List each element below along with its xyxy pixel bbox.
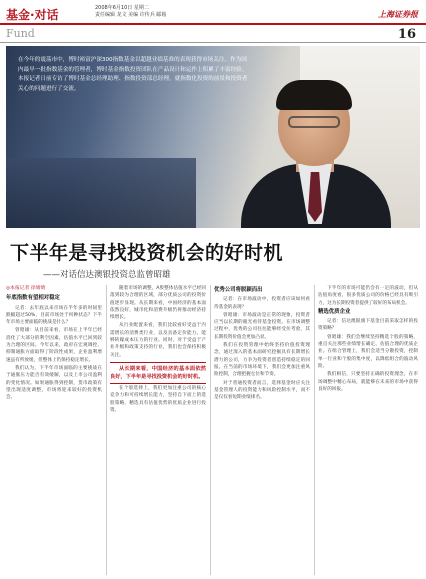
- pull-quote: 从长期来看，中国经济的基本面依然良好，下半年是寻找投资机会的好时机。: [110, 362, 206, 384]
- byline: ◎本报记者 徐婧婧: [6, 286, 46, 291]
- article-subhead: ——对话信达澳银投资总监曾昭雄: [43, 270, 171, 280]
- section-fund-label: Fund: [6, 27, 35, 40]
- paragraph: 记者：去年底以来市场在半年多的时间里跌幅超过50%，目前市场处于何种状态？下半年市场主要面临的挑战是什么？: [6, 305, 102, 326]
- page-number: 16: [397, 27, 416, 42]
- header-thin-rule: [0, 42, 426, 43]
- paragraph: 下半年的市场可能仍会有一定的波动，但从估值角度看，很多优质公司的价格已经具有吸引力，这为长期投资者提供了较好的布局机会。: [318, 286, 418, 306]
- article-headline: 下半年是寻找投资机会的好时机: [10, 242, 284, 264]
- photo-hair: [276, 80, 352, 110]
- article-column-1: [6, 285, 102, 575]
- issue-info: [95, 5, 166, 19]
- article-column-2: [110, 285, 206, 575]
- section-title: 基金·对话: [6, 8, 59, 22]
- paragraph: 随着市场的调整，A股整体估值水平已经回落到较为合理的区域，部分优质公司的投资价值逐步显现。从长期来看，中国经济的基本面依然良好，城市化和消费升级仍将推动经济持续增长。: [110, 286, 206, 321]
- paragraph: 在个股选择上，我们更加注重公司的核心竞争力和可持续增长能力，坚持自下而上的选股策略，精选具有估值优势的优质企业进行投资。: [110, 385, 206, 413]
- paragraph: 我们相信，只要坚持正确的投资理念，在市场调整中精心布局，就能够在未来的市场中获得良好的回报。: [318, 372, 418, 392]
- paragraph: 记者：在市场波动中，投资者应该如何看待基金的表现？: [214, 297, 310, 310]
- article-column-4: [318, 285, 418, 575]
- header-bar: [0, 3, 426, 25]
- paragraph: 曾昭雄：从目前来看，市场在上半年已经消化了大部分的利空因素，估值水平已回到较为合理的区间。今年以来，政府在宏观调控、抑制通胀方面取得了阶段性成果，企业盈利增速虽有所放缓，但整体上仍保持稳定增长。: [6, 328, 102, 363]
- issue-editor: 责任编辑 龙文 美编 许传兵 邮箱: [95, 12, 167, 18]
- portrait-photo: [6, 46, 420, 228]
- paragraph: 记者：信达澳银旗下基金目前采取怎样的投资策略？: [318, 319, 418, 332]
- photo-lede-text: 在今年的震荡市中，博时裕富沪深300指数基金以超越业绩基准的表现获得市场关注。作为国内最早一批指数基金的管理者，博时基金指数投资团队在产品设计和运作上积累了丰富经验。本报记者日前专访了博时基金总经理助理、指数投资部总经理，就指数化投资的前景和投资者关心的问题进行了交流。: [18, 57, 248, 92]
- issue-date: 2008年6月10日 星期二: [95, 5, 149, 11]
- article-column-3: [214, 285, 310, 575]
- article-body: [6, 285, 420, 575]
- paragraph: 曾昭雄：我们会继续坚持精选个股的策略，重点关注那些业绩增长确定、估值合理的优质企业。在组合管理上，我们会适当分散投资，控制单一行业和个股的集中度，以降低组合的波动风险。: [318, 334, 418, 369]
- paragraph: 曾昭雄：市场波动是正常的现象，投资者应当以长期的眼光看待基金投资。在市场调整过程中，优秀的公司往往能够经受住考验，其长期投资价值会更加凸显。: [214, 312, 310, 340]
- page-header: [0, 0, 426, 44]
- paragraph: 从行业配置来看，我们比较看好受益于内需增长的消费类行业，以及具备定价能力、能够转嫁成本压力的行业。同时，对于受益于产业升级和政策支持的行业，我们也会保持积极关注。: [110, 323, 206, 358]
- column-divider: [314, 285, 315, 575]
- paragraph: 我们在投资管理中始终坚持价值投资理念，通过深入的基本面研究挖掘具有长期增长潜力的公司，力争为投资者创造持续稳定的回报。在当前的市场环境下，我们会更加注重风险控制，合理把握仓位和节奏。: [214, 343, 310, 378]
- paragraph: 对于普通投资者而言，选择基金时应关注基金管理人的投资能力和风险控制水平，而不是仅仅看短期业绩排名。: [214, 380, 310, 401]
- photo-glasses: [288, 116, 340, 128]
- newspaper-brand: 上海证券报: [378, 9, 418, 19]
- header-red-rule: [0, 23, 426, 25]
- subheading: 年底指数有望相对稳定: [6, 295, 60, 302]
- subheading: 精选优质企业: [318, 308, 351, 315]
- subheading: 优秀公司将脱颖而出: [214, 287, 263, 293]
- column-divider: [210, 285, 211, 575]
- column-divider: [106, 285, 107, 575]
- paragraph: 我们认为，下半年市场面临的主要挑战在于通胀压力能否有效缓解，以及上市公司盈利的变化情况。如果通胀得到控制，货币政策有望出现适度调整，市场将迎来较好的投资机会。: [6, 365, 102, 401]
- photo-background-shelf: [6, 158, 196, 228]
